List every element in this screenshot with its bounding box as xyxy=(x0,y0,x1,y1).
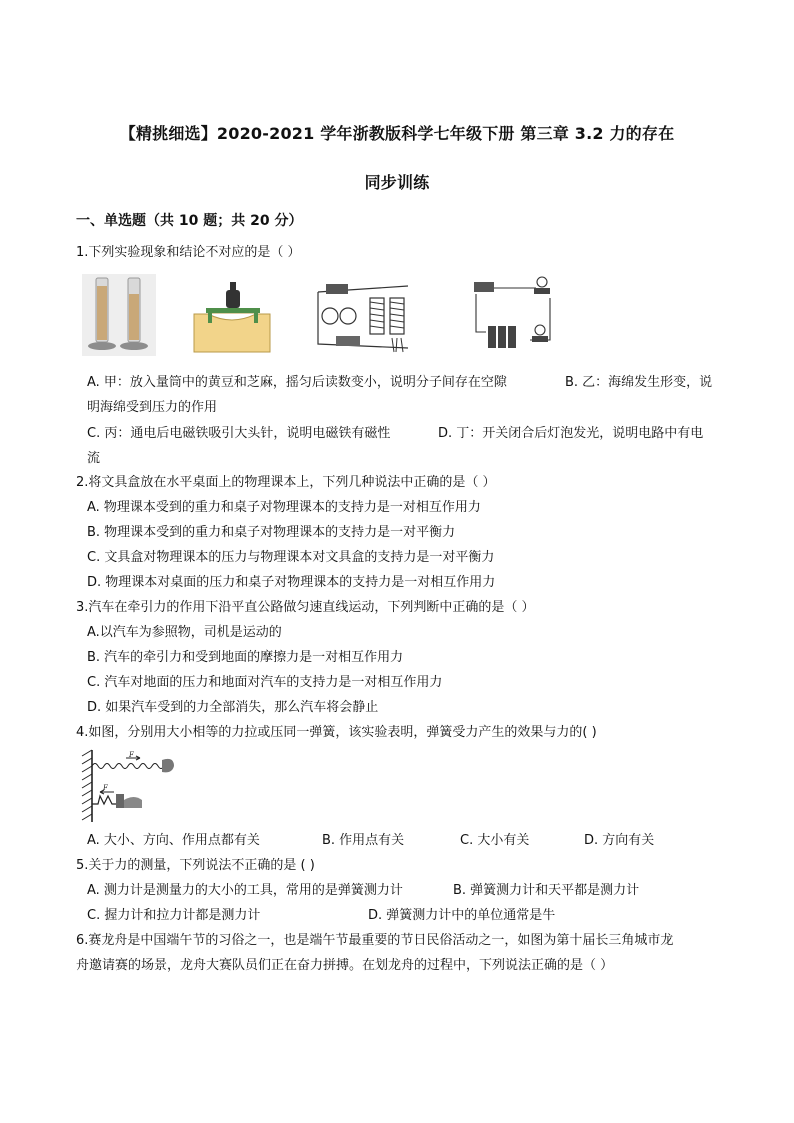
question-1-option-d: D. 丁：开关闭合后灯泡发光，说明电路中有电 xyxy=(438,426,704,441)
question-1-option-a: A. 甲：放入量筒中的黄豆和芝麻，摇匀后读数变小，说明分子间存在空隙 xyxy=(87,375,507,390)
sponge-figure xyxy=(192,274,272,356)
page-subtitle: 同步训练 xyxy=(364,173,430,192)
question-5-stem: 5.关于力的测量，下列说法不正确的是 ( ) xyxy=(76,858,315,873)
question-6-stem-line-1: 6.赛龙舟是中国端午节的习俗之一，也是端午节最重要的节日民俗活动之一，如图为第十届长三角城市龙 xyxy=(76,933,674,948)
question-2-option-b: B. 物理课本受到的重力和桌子对物理课本的支持力是一对平衡力 xyxy=(87,525,456,540)
page-title: 【精挑细选】2020-2021 学年浙教版科学七年级下册 第三章 3.2 力的存在 xyxy=(119,124,675,143)
question-5-option-d: D. 弹簧测力计中的单位通常是牛 xyxy=(368,908,556,923)
question-5-option-a: A. 测力计是测量力的大小的工具，常用的是弹簧测力计 xyxy=(87,883,403,898)
question-4-stem: 4.如图，分别用大小相等的力拉或压同一弹簧，该实验表明，弹簧受力产生的效果与力的( ) xyxy=(76,725,597,740)
question-1-option-d-cont: 流 xyxy=(87,451,101,466)
question-5-option-b: B. 弹簧测力计和天平都是测力计 xyxy=(453,883,640,898)
lamp-circuit-figure xyxy=(466,274,560,356)
question-3-stem: 3.汽车在牵引力的作用下沿平直公路做匀速直线运动，下列判断中正确的是（ ） xyxy=(76,600,535,615)
question-2-stem: 2.将文具盒放在水平桌面上的物理课本上，下列几种说法中正确的是（ ） xyxy=(76,475,496,490)
question-3-option-a: A.以汽车为参照物，司机是运动的 xyxy=(87,625,282,640)
section-heading: 一、单选题（共 10 题；共 20 分） xyxy=(76,213,303,229)
question-2-option-a: A. 物理课本受到的重力和桌子对物理课本的支持力是一对相互作用力 xyxy=(87,500,481,515)
question-1-option-b: B. 乙：海绵发生形变，说 xyxy=(565,375,713,390)
electromagnet-figure xyxy=(308,274,424,356)
question-3-option-c: C. 汽车对地面的压力和地面对汽车的支持力是一对相互作用力 xyxy=(87,675,443,690)
question-5-option-c: C. 握力计和拉力计都是测力计 xyxy=(87,908,261,923)
question-4-option-a: A. 大小、方向、作用点都有关 xyxy=(87,833,260,848)
question-3-option-d: D. 如果汽车受到的力全部消失，那么汽车将会静止 xyxy=(87,700,379,715)
question-4-option-c: C. 大小有关 xyxy=(460,833,530,848)
question-1-option-b-cont: 明海绵受到压力的作用 xyxy=(87,400,218,415)
spring-figure xyxy=(78,748,178,824)
question-1-stem: 1.下列实验现象和结论不对应的是（ ） xyxy=(76,245,301,260)
question-4-option-b: B. 作用点有关 xyxy=(322,833,405,848)
question-6-stem-line-2: 舟邀请赛的场景，龙舟大赛队员们正在奋力拼搏。在划龙舟的过程中，下列说法正确的是（ ） xyxy=(76,958,614,973)
pull-force-label: F xyxy=(129,751,134,759)
question-1-option-c: C. 丙：通电后电磁铁吸引大头针，说明电磁铁有磁性 xyxy=(87,426,391,441)
question-2-option-c: C. 文具盒对物理课本的压力与物理课本对文具盒的支持力是一对平衡力 xyxy=(87,550,495,565)
question-1-figures xyxy=(80,274,560,358)
push-force-label: F xyxy=(103,784,108,792)
question-4-option-d: D. 方向有关 xyxy=(584,833,655,848)
question-3-option-b: B. 汽车的牵引力和受到地面的摩擦力是一对相互作用力 xyxy=(87,650,404,665)
question-2-option-d: D. 物理课本对桌面的压力和桌子对物理课本的支持力是一对相互作用力 xyxy=(87,575,496,590)
cylinders-figure xyxy=(82,274,156,356)
